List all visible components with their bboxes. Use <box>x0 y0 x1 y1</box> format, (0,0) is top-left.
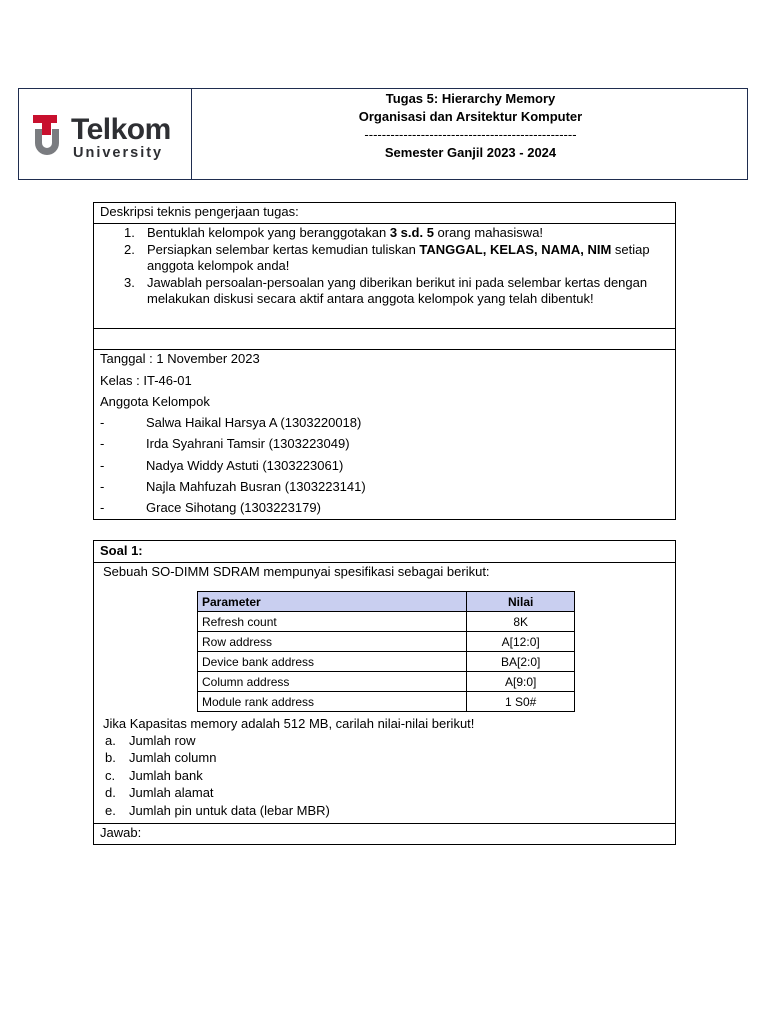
table-row <box>198 632 575 652</box>
table-cell: Refresh count <box>198 612 467 632</box>
table-cell: A[9:0] <box>467 672 575 692</box>
part-text: Jumlah row <box>129 733 196 748</box>
logo-subname: University <box>73 145 164 161</box>
soal-question: Jika Kapasitas memory adalah 512 MB, carilah nilai-nilai berikut! <box>103 716 475 731</box>
member-dash: - <box>100 500 105 515</box>
table-row <box>198 652 575 672</box>
member-item: Najla Mahfuzah Busran (1303223141) <box>146 479 366 494</box>
table-row <box>198 692 575 712</box>
telkom-logo-icon <box>31 115 67 159</box>
table-row <box>198 612 575 632</box>
spec-table <box>197 591 575 712</box>
table-cell: Row address <box>198 632 467 652</box>
table-cell: Module rank address <box>198 692 467 712</box>
member-dash: - <box>100 415 105 430</box>
semester-label: Semester Ganjil 2023 - 2024 <box>384 145 557 160</box>
instruction-item-cont: melakukan diskusi secara aktif antara anggota kelompok yang telah dibentuk! <box>147 291 594 306</box>
table-cell: A[12:0] <box>467 632 575 652</box>
member-item: Nadya Widdy Astuti (1303223061) <box>146 458 344 473</box>
answer-label: Jawab: <box>100 825 142 840</box>
part-text: Jumlah bank <box>129 768 203 783</box>
part-label: c. <box>105 768 116 783</box>
item-number: 3. <box>124 275 135 290</box>
member-item: Irda Syahrani Tamsir (1303223049) <box>146 436 350 451</box>
member-item: Salwa Haikal Harsya A (1303220018) <box>146 415 362 430</box>
document-header <box>18 88 748 180</box>
part-label: b. <box>105 750 116 765</box>
table-cell: BA[2:0] <box>467 652 575 672</box>
soal-intro: Sebuah SO-DIMM SDRAM mempunyai spesifikasi sebagai berikut: <box>103 564 490 579</box>
item-number: 2. <box>124 242 135 257</box>
table-row <box>198 672 575 692</box>
part-text: Jumlah pin untuk data (lebar MBR) <box>129 803 330 818</box>
item-number: 1. <box>124 225 135 240</box>
part-label: d. <box>105 785 116 800</box>
table-header-row <box>198 592 575 612</box>
table-header: Nilai <box>467 592 575 612</box>
instruction-item: Jawablah persoalan-persoalan yang diberikan berikut ini pada selembar kertas dengan <box>147 275 648 290</box>
instruction-item: Persiapkan selembar kertas kemudian tuliskan TANGGAL, KELAS, NAMA, NIM setiap <box>147 242 650 257</box>
table-header: Parameter <box>198 592 467 612</box>
description-box <box>93 202 676 520</box>
table-cell: Column address <box>198 672 467 692</box>
table-cell: Device bank address <box>198 652 467 672</box>
description-heading: Deskripsi teknis pengerjaan tugas: <box>100 204 299 219</box>
member-dash: - <box>100 479 105 494</box>
instruction-item: Bentuklah kelompok yang beranggotakan 3 s.d. 5 orang mahasiswa! <box>147 225 544 240</box>
anggota-label: Anggota Kelompok <box>100 394 210 409</box>
tanggal-label: Tanggal : 1 November 2023 <box>100 351 260 366</box>
part-label: a. <box>105 733 116 748</box>
part-text: Jumlah alamat <box>129 785 214 800</box>
soal-heading: Soal 1: <box>100 543 143 558</box>
header-dash-line: ------------------------------------------------- <box>364 127 577 142</box>
soal-box <box>93 540 676 845</box>
member-item: Grace Sihotang (1303223179) <box>146 500 321 515</box>
course-title: Organisasi dan Arsitektur Komputer <box>358 109 583 124</box>
assignment-title: Tugas 5: Hierarchy Memory <box>385 91 556 106</box>
instruction-item-cont: anggota kelompok anda! <box>147 258 290 273</box>
member-dash: - <box>100 458 105 473</box>
logo-name: Telkom <box>71 113 171 146</box>
table-cell: 1 S0# <box>467 692 575 712</box>
part-text: Jumlah column <box>129 750 217 765</box>
telkom-university-logo <box>31 113 171 163</box>
member-dash: - <box>100 436 105 451</box>
kelas-label: Kelas : IT-46-01 <box>100 373 192 388</box>
table-cell: 8K <box>467 612 575 632</box>
part-label: e. <box>105 803 116 818</box>
